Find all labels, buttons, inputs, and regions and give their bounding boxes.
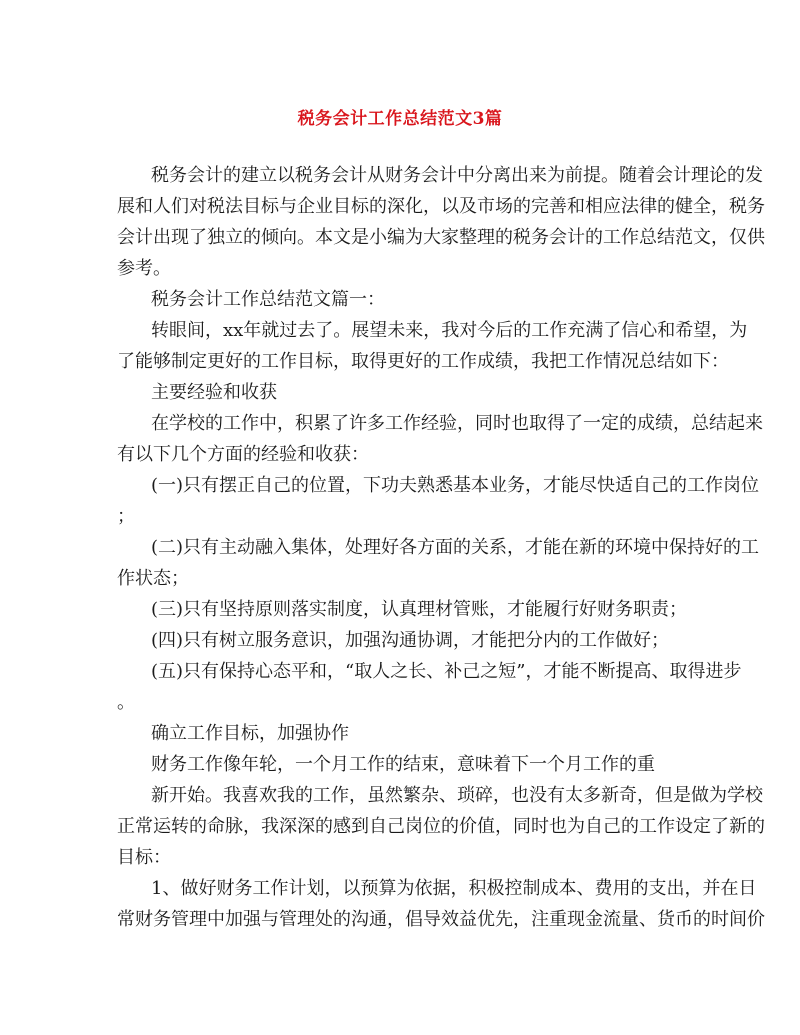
text-line: 会计出现了独立的倾向。本文是小编为大家整理的税务会计的工作总结范文，仅供 [117, 227, 765, 248]
text-line: 参考。 [117, 258, 171, 279]
text-line: (一)只有摆正自己的位置，下功夫熟悉基本业务，才能尽快适自己的工作岗位 [151, 475, 760, 496]
text-line: 转眼间，xx年就过去了。展望未来，我对今后的工作充满了信心和希望，为 [151, 320, 748, 341]
document-body [117, 160, 765, 935]
text-line: 目标： [117, 847, 171, 868]
text-line: (二)只有主动融入集体，处理好各方面的关系，才能在新的环境中保持好的工 [151, 537, 760, 558]
text-line: 了能够制定更好的工作目标，取得更好的工作成绩，我把工作情况总结如下： [117, 351, 729, 372]
text-line: 税务会计工作总结范文篇一： [151, 289, 385, 310]
text-line: 正常运转的命脉，我深深的感到自己岗位的价值，同时也为自己的工作设定了新的 [117, 816, 765, 837]
text-line: ； [117, 506, 135, 527]
text-line: 展和人们对税法目标与企业目标的深化，以及市场的完善和相应法律的健全，税务 [117, 196, 765, 217]
text-line: 作状态； [117, 568, 189, 589]
document-title: 税务会计工作总结范文3篇 [297, 109, 503, 129]
text-line: 新开始。我喜欢我的工作，虽然繁杂、琐碎，也没有太多新奇，但是做为学校 [151, 785, 763, 806]
text-line: 确立工作目标，加强协作 [151, 723, 349, 744]
text-line: 1、做好财务工作计划，以预算为依据，积极控制成本、费用的支出，并在日 [151, 878, 757, 899]
text-line: 财务工作像年轮，一个月工作的结束，意味着下一个月工作的重 [151, 754, 655, 775]
text-line: (三)只有坚持原则落实制度，认真理材管账，才能履行好财务职责； [151, 599, 688, 620]
text-line: (四)只有树立服务意识，加强沟通协调，才能把分内的工作做好； [151, 630, 670, 651]
text-line: 在学校的工作中，积累了许多工作经验，同时也取得了一定的成绩，总结起来 [151, 413, 763, 434]
text-line: (五)只有保持心态平和，“取人之长、补己之短”，才能不断提高、取得进步 [151, 661, 742, 682]
text-line: 常财务管理中加强与管理处的沟通，倡导效益优先，注重现金流量、货币的时间价 [117, 909, 765, 930]
text-line: 税务会计的建立以税务会计从财务会计中分离出来为前提。随着会计理论的发 [151, 165, 763, 186]
text-line: 主要经验和收获 [151, 382, 277, 403]
text-line: 。 [117, 692, 135, 713]
text-line: 有以下几个方面的经验和收获： [117, 444, 369, 465]
